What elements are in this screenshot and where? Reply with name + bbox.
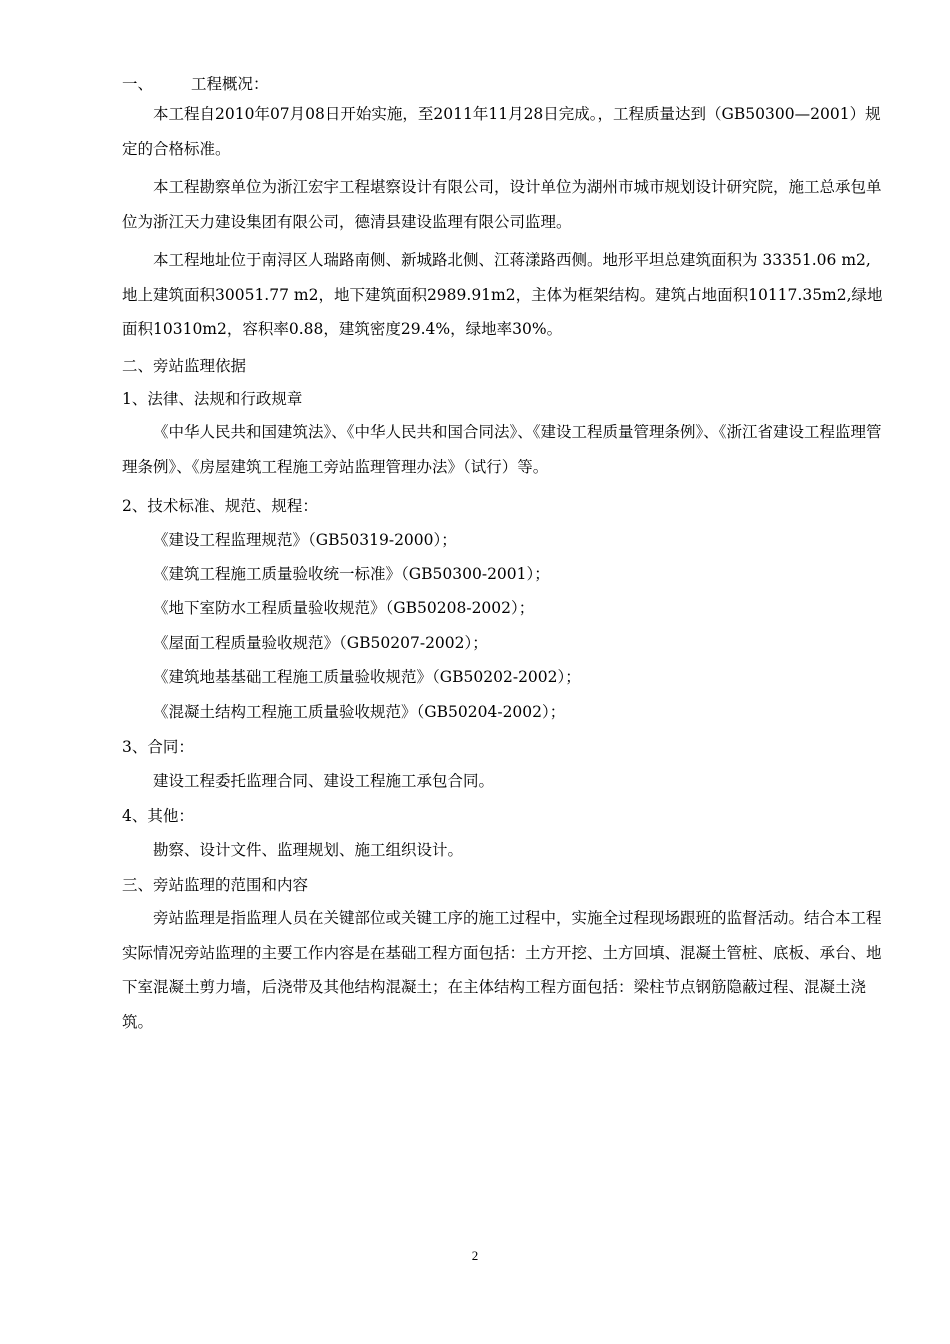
section1-title: 工程概况： [191,75,269,93]
page-number: 2 [471,1248,479,1263]
section1-paragraph-3: 本工程地址位于南浔区人瑞路南侧、新城路北侧、江蒋漾路西侧。地形平坦总建筑面积为 33351.06 m2,地上建筑面积30051.77 m2，地下建筑面积2989.91m2，主体为框架结构。建筑占地面积10117.35m2,绿地面积10310m2，容积率0.88，建筑密度29.4%，绿地率30%。 [122,251,883,338]
standard-item: 《建筑工程施工质量验收统一标准》（GB50300-2001）； [153,565,550,583]
section2-sub3-title: 3、合同： [122,738,194,756]
section1-number: 一、 [122,75,154,93]
standard-item: 《地下室防水工程质量验收规范》（GB50208-2002）； [153,599,535,617]
section1-paragraph-2: 本工程勘察单位为浙江宏宇工程堪察设计有限公司，设计单位为湖州市城市规划设计研究院，施工总承包单位为浙江天力建设集团有限公司，德清县建设监理有限公司监理。 [122,178,882,231]
section2-title: 二、旁站监理依据 [122,357,247,375]
section1-heading [122,74,269,94]
standard-item: 《建设工程监理规范》（GB50319-2000）； [153,531,457,549]
section2-sub4-title: 4、其他： [122,807,194,825]
section2-sub4-text: 勘察、设计文件、监理规划、施工组织设计。 [153,841,464,859]
section2-sub2-title: 2、技术标准、规范、规程： [122,497,318,515]
section2-sub1-title: 1、法律、法规和行政规章 [122,390,303,408]
standard-item: 《屋面工程质量验收规范》（GB50207-2002）； [153,634,488,652]
standard-item: 《建筑地基基础工程施工质量验收规范》（GB50202-2002）； [153,668,581,686]
section3-text: 旁站监理是指监理人员在关键部位或关键工序的施工过程中，实施全过程现场跟班的监督活动。结合本工程实际情况旁站监理的主要工作内容是在基础工程方面包括：土方开挖、土方回填、混凝土管桩、底板、承台、地下室混凝土剪力墙，后浇带及其他结构混凝土；在主体结构工程方面包括：梁柱节点钢筋隐蔽过程、混凝土浇筑。 [122,909,882,1031]
section2-sub3-text: 建设工程委托监理合同、建设工程施工承包合同。 [153,772,495,790]
section3-title: 三、旁站监理的范围和内容 [122,876,309,894]
standard-item: 《混凝土结构工程施工质量验收规范》（GB50204-2002）； [153,703,566,721]
section1-paragraph-1: 本工程自2010年07月08日开始实施，至2011年11月28日完成。，工程质量达到（GB50300—2001）规定的合格标准。 [122,105,881,158]
section2-sub1-text: 《中华人民共和国建筑法》、《中华人民共和国合同法》、《建设工程质量管理条例》、《浙江省建设工程监理管理条例》、《房屋建筑工程施工旁站监理管理办法》（试行）等。 [122,423,882,476]
